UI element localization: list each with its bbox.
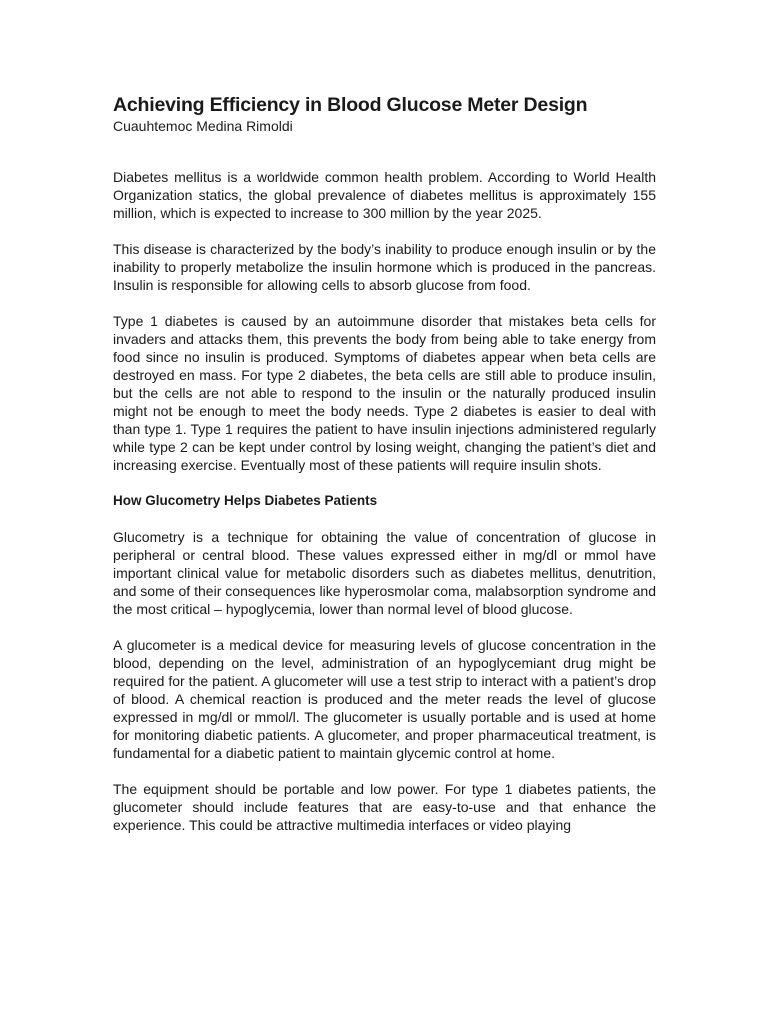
paragraph-diabetes-types: Type 1 diabetes is caused by an autoimmune disorder that mistakes beta cells for invaders and attacks them, this prevents the body from being able to take energy from food since no insulin is produced. Symptoms of diabetes appear when beta cells are destroyed en mass. For type 2 diabetes, the beta cells are still able to produce insulin, but the cells are not able to respond to the insulin or the naturally produced insulin might not be enough to meet the body needs. Type 2 diabetes is easier to deal with than type 1. Type 1 requires the patient to have insulin injections administered regularly while type 2 can be kept under control by losing weight, changing the patient’s diet and increasing exercise. Eventually most of these patients will require insulin shots. <box>113 313 656 473</box>
paragraph-equipment: The equipment should be portable and low power. For type 1 diabetes patients, the glucometer should include features that are easy-to-use and that enhance the experience. This could be attractive multimedia interfaces or video playing <box>113 781 656 833</box>
paragraph-prevalence: Diabetes mellitus is a worldwide common health problem. According to World Health Organization statics, the global prevalence of diabetes mellitus is approximately 155 million, which is expected to increase to 300 million by the year 2025. <box>113 169 656 221</box>
paragraph-glucometry: Glucometry is a technique for obtaining the value of concentration of glucose in peripheral or central blood. These values expressed either in mg/dl or mmol have important clinical value for metabolic disorders such as diabetes mellitus, denutrition, and some of their consequences like hyperosmolar coma, malabsorption syndrome and the most critical – hypoglycemia, lower than normal level of blood glucose. <box>113 529 656 617</box>
section-heading: How Glucometry Helps Diabetes Patients <box>113 493 378 508</box>
author-name: Cuauhtemoc Medina Rimoldi <box>113 118 293 134</box>
paragraph-glucometer: A glucometer is a medical device for measuring levels of glucose concentration in the blood, depending on the level, administration of an hypoglycemiant drug might be required for the patient. A glucometer will use a test strip to interact with a patient’s drop of blood. A chemical reaction is produced and the meter reads the level of glucose expressed in mg/dl or mmol/l. The glucometer is usually portable and is used at home for monitoring diabetic patients. A glucometer, and proper pharmaceutical treatment, is fundamental for a diabetic patient to maintain glycemic control at home. <box>113 637 656 761</box>
document-title: Achieving Efficiency in Blood Glucose Meter Design <box>113 94 588 116</box>
paragraph-insulin: This disease is characterized by the body’s inability to produce enough insulin or by the inability to properly metabolize the insulin hormone which is produced in the pancreas. Insulin is responsible for allowing cells to absorb glucose from food. <box>113 241 656 293</box>
document-page <box>113 93 656 852</box>
